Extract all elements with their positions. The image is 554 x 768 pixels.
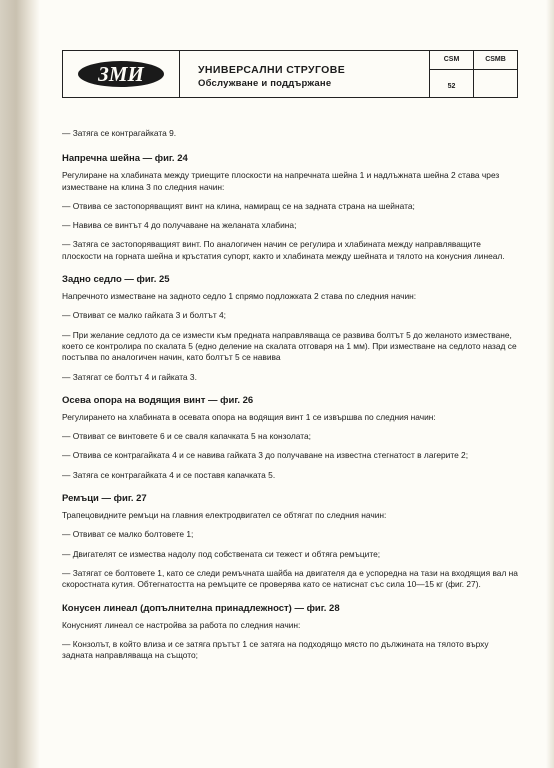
section-heading: Осева опора на водящия винт — фиг. 26 <box>62 394 254 406</box>
paragraph: — Отвиват се малко гайката 3 и болтът 4; <box>62 310 227 321</box>
paragraph: Конусният линеал се настройва за работа по следния начин: <box>62 619 301 630</box>
header-title: УНИВЕРСАЛНИ СТРУГОВЕ <box>198 64 346 76</box>
paragraph: Трапецовидните ремъци на главния електродвигател се обтягат по следния начин: <box>62 510 387 521</box>
paragraph: — Отвива се контрагайката 4 и се навива гайката 3 до получаване на известна стегнатост в лагерите 2; <box>62 450 469 461</box>
paragraph: — При желание седлото да се измести към предната направляваща се развива болтът 5 до желаното изместване, което се контролира по скалата 5 (едно деление на скалата отговаря на 1 мм). При изместване на седлото назад се постъпва по аналогичен начин, като болтът 5 се навива <box>62 329 517 363</box>
section-heading: Задно седло — фиг. 25 <box>62 274 170 286</box>
page-right-edge <box>546 0 554 768</box>
section-heading: Напречна шейна — фиг. 24 <box>62 153 188 165</box>
paragraph: Регулирането на хлабината в осевата опора на водящия винт 1 се извършва по следния начин: <box>62 411 436 422</box>
paragraph: — Навива се винтът 4 до получаване на желаната хлабина; <box>62 220 297 231</box>
page-header <box>62 50 518 98</box>
model-code-csmb <box>473 51 517 97</box>
header-subtitle: Обслужване и поддържане <box>198 78 332 89</box>
paragraph: — Затяга се застопоряващият винт. По аналогичен начин се регулира и хлабината между направляващите плоскости на горната шейна и кръстатия супорт, както и хлабината между шейната и тялото на конусния линеал. <box>62 239 505 261</box>
paragraph: Регулиране на хлабината между триещите плоскости на напречната шейна 1 и надлъжната шейна 2 става чрез изместване на клина 3 по следния начин: <box>62 170 500 192</box>
paragraph: — Отвива се застопоряващият винт на клина, намиращ се на задната страна на шейната; <box>62 200 415 211</box>
svg-text:ЗМИ: ЗМИ <box>98 62 144 86</box>
paragraph: — Двигателят се измества надолу под собствената си тежест и обтяга ремъците; <box>62 548 381 559</box>
paragraph: — Затяга се контрагайката 4 и се поставя капачката 5. <box>62 469 276 480</box>
paragraph: — Отвиват се винтовете 6 и се сваля капачката 5 на конзолата; <box>62 431 311 442</box>
model-code-label: CSMB <box>474 51 517 70</box>
paragraph: — Затягат се болтовете 1, като се следи ремъчната шайба на двигателя да е успоредна на тази на входящия вал на скоростната кутия. Обтегнатостта на ремъците се проверява като се натиснат със сила 10—15 кг (фиг. 27). <box>62 567 518 590</box>
paragraph: Напречното изместване на задното седло 1 спрямо подложката 2 става по следния начин: <box>62 291 417 302</box>
logo-graphic <box>76 59 166 89</box>
paragraph: — Конзолът, в който влиза и се затяга прътът 1 се затяга на подходящо място по дължината на тялото върху задната направляваща на същото; <box>62 638 489 661</box>
binding-edge <box>0 0 40 768</box>
paragraph: — Затягат се болтът 4 и гайката 3. <box>62 371 197 382</box>
paragraph: — Отвиват се малко болтовете 1; <box>62 529 194 540</box>
section-heading: Ремъци — фиг. 27 <box>62 493 147 505</box>
page-number: 52 <box>447 83 456 90</box>
section-heading: Конусен линеал (допълнителна принадлежност) — фиг. 28 <box>62 602 340 614</box>
document-body <box>62 128 518 669</box>
model-code-label: CSM <box>430 51 473 70</box>
header-title-block <box>180 51 430 97</box>
paragraph: — Затяга се контрагайката 9. <box>62 128 177 138</box>
company-logo <box>63 51 180 97</box>
model-code-csm <box>430 51 473 97</box>
